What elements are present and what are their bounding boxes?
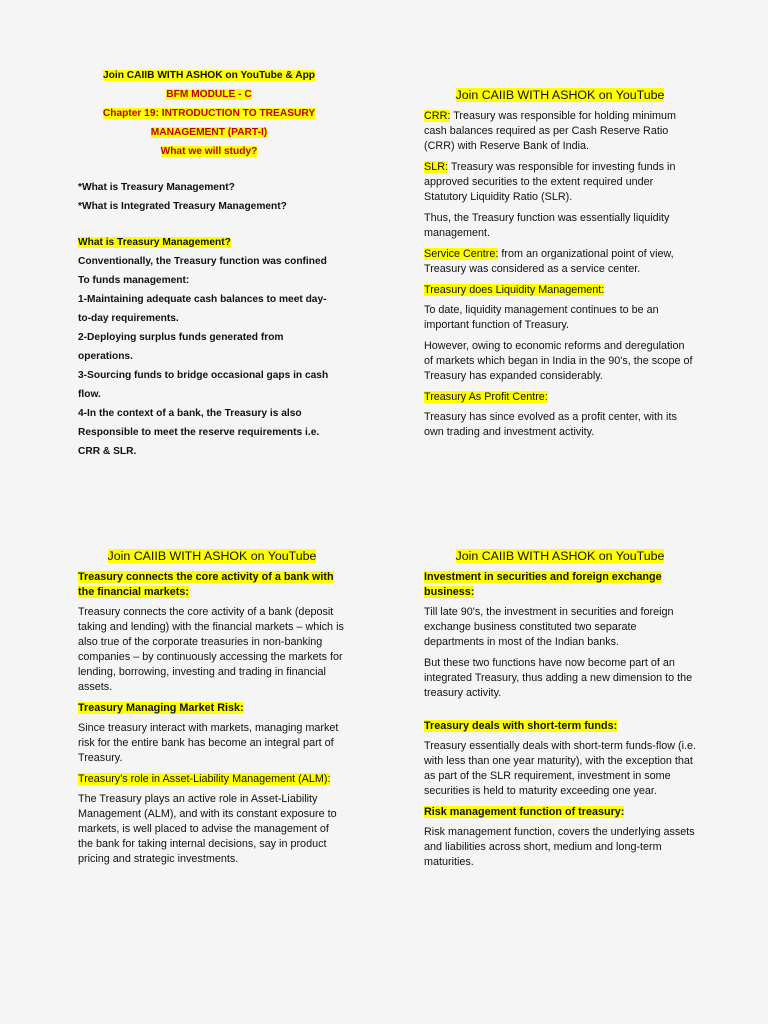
liquidity-paragraph-2: However, owing to economic reforms and deregulation of markets which began in India in the 90's, the scope of Treasury has expanded considerably. (424, 340, 693, 382)
panel-header: Join CAIIB WITH ASHOK on YouTube (455, 88, 665, 102)
body-line: To funds management: (78, 275, 190, 286)
body-line: 4-In the context of a bank, the Treasury is also (78, 408, 302, 419)
panel-header: Join CAIIB WITH ASHOK on YouTube (107, 549, 317, 563)
alm-heading: Treasury's role in Asset-Liability Management (ALM): (78, 773, 331, 785)
investment-paragraph-1: Till late 90's, the investment in securities and foreign exchange business constituted two separate departments in most of the Indian banks. (424, 606, 674, 648)
investment-paragraph-2: But these two functions have now become part of an integrated Treasury, thus adding a new dimension to the treasury activity. (424, 657, 693, 699)
investment-heading: Investment in securities and foreign exchange business: (424, 571, 662, 598)
chapter-title-1: Chapter 19: INTRODUCTION TO TREASURY (102, 108, 316, 119)
markets-paragraph: Treasury connects the core activity of a bank (deposit taking and lending) with the financial markets – which is also true of the corporate treasuries in non-banking companies – by continuously accessing the markets for lending, borrowing, investing and trading in financial assets. (78, 606, 344, 693)
body-line: CRR & SLR. (78, 446, 137, 457)
short-term-heading: Treasury deals with short-term funds: (424, 720, 618, 732)
risk-paragraph: Risk management function, covers the underlying assets and liabilities across short, medium and long-term maturities. (424, 826, 695, 868)
module-title: BFM MODULE - C (166, 89, 252, 100)
study-title: What we will study? (160, 146, 258, 157)
join-banner: Join CAIIB WITH ASHOK on YouTube & App (102, 70, 316, 81)
thus-paragraph: Thus, the Treasury function was essentially liquidity management. (424, 212, 670, 239)
body-line: to-day requirements. (78, 313, 179, 324)
section-heading: What is Treasury Management? (78, 237, 231, 248)
panel-treasury-markets (78, 549, 346, 873)
service-centre-paragraph: Service Centre: from an organizational point of view, Treasury was considered as a service center. (424, 248, 674, 275)
body-line: Conventionally, the Treasury function was confined (78, 256, 327, 267)
markets-heading: Treasury connects the core activity of a bank with the financial markets: (78, 571, 334, 598)
profit-paragraph: Treasury has since evolved as a profit center, with its own trading and investment activity. (424, 411, 677, 438)
panel-treasury-intro (78, 66, 340, 461)
crr-paragraph: CRR: Treasury was responsible for holding minimum cash balances required as per Cash Reserve Ratio (CRR) with Reserve Bank of India. (424, 110, 677, 152)
market-risk-paragraph: Since treasury interact with markets, managing market risk for the entire bank has become an integral part of Treasury. (78, 722, 339, 764)
panel-header: Join CAIIB WITH ASHOK on YouTube (455, 549, 665, 563)
slr-paragraph: SLR: Treasury was responsible for investing funds in approved securities to the extent required under Statutory Liquidity Ratio (SLR). (424, 161, 676, 203)
panel-treasury-functions (424, 88, 696, 446)
body-line: 2-Deploying surplus funds generated from (78, 332, 284, 343)
market-risk-heading: Treasury Managing Market Risk: (78, 702, 244, 714)
body-line: 3-Sourcing funds to bridge occasional gaps in cash (78, 370, 329, 381)
body-line: Responsible to meet the reserve requirements i.e. (78, 427, 320, 438)
panel-treasury-investment (424, 549, 696, 876)
profit-heading: Treasury As Profit Centre: (424, 391, 548, 403)
liquidity-paragraph-1: To date, liquidity management continues to be an important function of Treasury. (424, 304, 659, 331)
body-line: flow. (78, 389, 101, 400)
chapter-title-2: MANAGEMENT (PART-I) (150, 127, 268, 138)
short-term-paragraph: Treasury essentially deals with short-term funds-flow (i.e. with less than one year maturity), with the exception that as part of the SLR requirement, investment in some securities is held to maturity exceeding one year. (424, 740, 697, 797)
question-2: *What is Integrated Treasury Management? (78, 201, 287, 212)
risk-heading: Risk management function of treasury: (424, 806, 625, 818)
body-line: operations. (78, 351, 133, 362)
question-1: *What is Treasury Management? (78, 182, 235, 193)
liquidity-heading: Treasury does Liquidity Management: (424, 284, 605, 296)
body-line: 1-Maintaining adequate cash balances to meet day- (78, 294, 327, 305)
alm-paragraph: The Treasury plays an active role in Asset-Liability Management (ALM), and with its constant exposure to markets, is well placed to advise the management of the bank for taking internal decisions, say in product pricing and strategic investments. (78, 793, 337, 865)
